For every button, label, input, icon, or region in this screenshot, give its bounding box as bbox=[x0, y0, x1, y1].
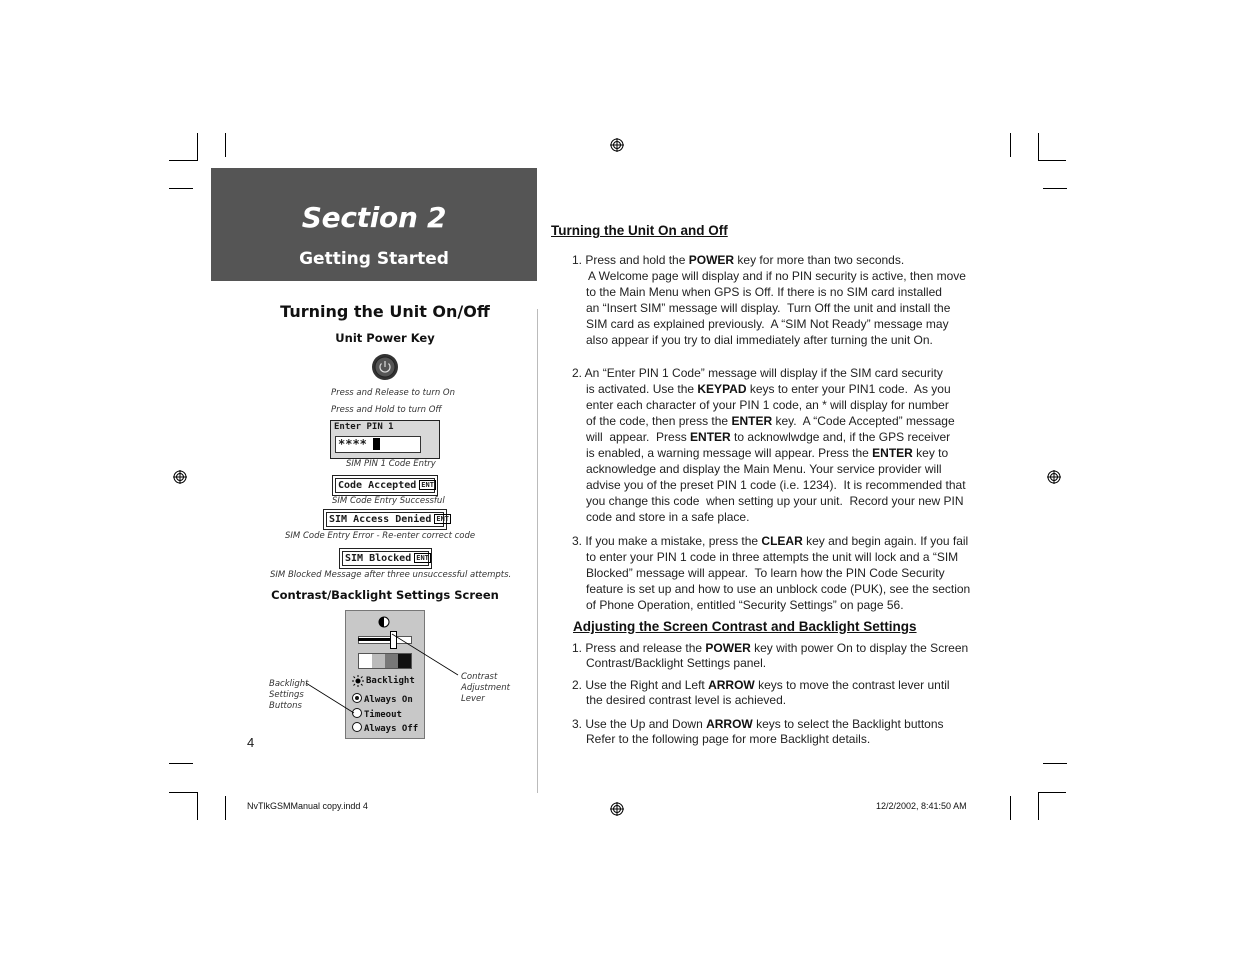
radio-always-off[interactable]: Always Off bbox=[352, 722, 418, 734]
pin-caption: SIM PIN 1 Code Entry bbox=[346, 459, 436, 469]
right-heading-1: Turning the Unit On and Off bbox=[551, 223, 728, 238]
crop-mark bbox=[169, 160, 197, 161]
crop-mark bbox=[197, 792, 198, 820]
crop-mark bbox=[197, 133, 198, 161]
registration-mark-icon bbox=[610, 138, 624, 152]
callout-contrast-lever: Contrast Adjustment Lever bbox=[461, 672, 510, 704]
crop-mark bbox=[225, 796, 226, 820]
crop-mark bbox=[169, 188, 193, 189]
pin-input-field bbox=[335, 436, 421, 453]
pin-input-value: **** bbox=[338, 437, 367, 451]
step-2-paragraph: 2. An “Enter PIN 1 Code” message will display if the SIM card security is activated. Use the KEYPAD keys to enter your PIN1 code. As you enter each character of your PIN 1 code, an * will display for number of the code, then press the ENTER key. A “Code Accepted” message will appear. Press ENTER to acknowlwdge and, if the GPS receiver is enabled, a warning message will appear. Press the ENTER key to acknowledge and display the Main Menu. Your service provider will advise you of the preset PIN 1 code (i.e. 1234). It is recommended that you change this code when setting up your unit. Record your new PIN code and store in a safe place. bbox=[572, 366, 966, 524]
contrast-step-3: 3. Use the Up and Down ARROW keys to select the Backlight buttons Refer to the following page for more Backlight details. bbox=[572, 717, 944, 746]
crop-mark bbox=[1043, 763, 1067, 764]
left-heading: Turning the Unit On/Off bbox=[280, 302, 490, 321]
access-denied-label: SIM Access Denied bbox=[329, 514, 432, 525]
code-accepted-message bbox=[332, 475, 438, 496]
sim-blocked-message bbox=[339, 548, 432, 569]
crop-mark bbox=[1038, 133, 1039, 161]
pin-screen-title: Enter PIN 1 bbox=[334, 422, 394, 432]
cursor-block bbox=[373, 438, 380, 450]
radio-timeout[interactable]: Timeout bbox=[352, 708, 402, 720]
section-subtitle: Getting Started bbox=[299, 249, 449, 269]
radio-always-on[interactable]: Always On bbox=[352, 693, 413, 705]
backlight-label: Backlight bbox=[366, 676, 415, 686]
section-title: Section 2 bbox=[301, 201, 447, 234]
crop-mark bbox=[225, 133, 226, 157]
sim-blocked-label: SIM Blocked bbox=[345, 553, 412, 564]
crop-mark bbox=[169, 792, 197, 793]
crop-mark bbox=[1038, 160, 1066, 161]
registration-mark-icon bbox=[173, 470, 187, 484]
radio-icon bbox=[352, 722, 362, 732]
registration-mark-icon bbox=[1047, 470, 1061, 484]
ent-key-icon: ENT bbox=[416, 554, 429, 562]
sim-blocked-caption: SIM Blocked Message after three unsuccessful attempts. bbox=[270, 570, 512, 580]
step-3-paragraph: 3. If you make a mistake, press the CLEAR key and begin again. If you fail to enter your PIN 1 code in three attempts the unit will lock and a “SIM Blocked” message will appear. To learn how the PIN Code Security feature is set up and how to use an unblock code (PUK), see the section of Phone Operation, entitled “Security Settings” on page 56. bbox=[572, 534, 971, 612]
crop-mark bbox=[1038, 792, 1066, 793]
code-accepted-label: Code Accepted bbox=[338, 480, 417, 491]
ent-key-icon: ENT bbox=[421, 481, 434, 489]
power-key-icon bbox=[371, 353, 399, 381]
contrast-icon bbox=[378, 616, 390, 628]
code-accepted-caption: SIM Code Entry Successful bbox=[332, 496, 445, 506]
crop-mark bbox=[1043, 188, 1067, 189]
power-caption-off: Press and Hold to turn Off bbox=[331, 405, 442, 415]
crop-mark bbox=[1010, 133, 1011, 157]
footer-timestamp: 12/2/2002, 8:41:50 AM bbox=[876, 801, 967, 811]
page-number: 4 bbox=[247, 735, 255, 750]
right-heading-2: Adjusting the Screen Contrast and Backlight Settings bbox=[573, 619, 917, 634]
power-caption-on: Press and Release to turn On bbox=[331, 388, 456, 398]
section-header-band bbox=[211, 168, 537, 281]
crop-mark bbox=[169, 763, 193, 764]
callout-backlight-buttons: Backlight Settings Buttons bbox=[269, 679, 309, 711]
step-1-paragraph: 1. Press and hold the POWER key for more than two seconds. A Welcome page will display and if no PIN security is active, then move to the Main Menu when GPS is Off. If there is no SIM card installed an “Insert SIM” message will display. Turn Off the unit and install the SIM card as explained previously. A “SIM Not Ready” message may also appear if you try to dial immediately after turning the unit On. bbox=[572, 253, 966, 347]
footer-filename: NvTlkGSMManual copy.indd 4 bbox=[247, 801, 368, 811]
contrast-step-1: 1. Press and release the POWER key with power On to display the Screen Contrast/Backlight Settings panel. bbox=[572, 641, 969, 670]
ent-key-icon: ENT bbox=[436, 515, 450, 523]
power-key-label: Unit Power Key bbox=[335, 331, 435, 345]
crop-mark bbox=[1038, 792, 1039, 820]
contrast-screen-label: Contrast/Backlight Settings Screen bbox=[271, 588, 499, 602]
access-denied-caption: SIM Code Entry Error - Re-enter correct code bbox=[285, 531, 476, 541]
callout-lines bbox=[300, 630, 470, 720]
column-divider bbox=[537, 309, 538, 793]
contrast-step-2: 2. Use the Right and Left ARROW keys to move the contrast lever until the desired contrast level is achieved. bbox=[572, 678, 950, 707]
pin-entry-screen bbox=[330, 420, 440, 459]
crop-mark bbox=[1010, 796, 1011, 820]
access-denied-message bbox=[323, 509, 450, 530]
registration-mark-icon bbox=[610, 802, 624, 816]
